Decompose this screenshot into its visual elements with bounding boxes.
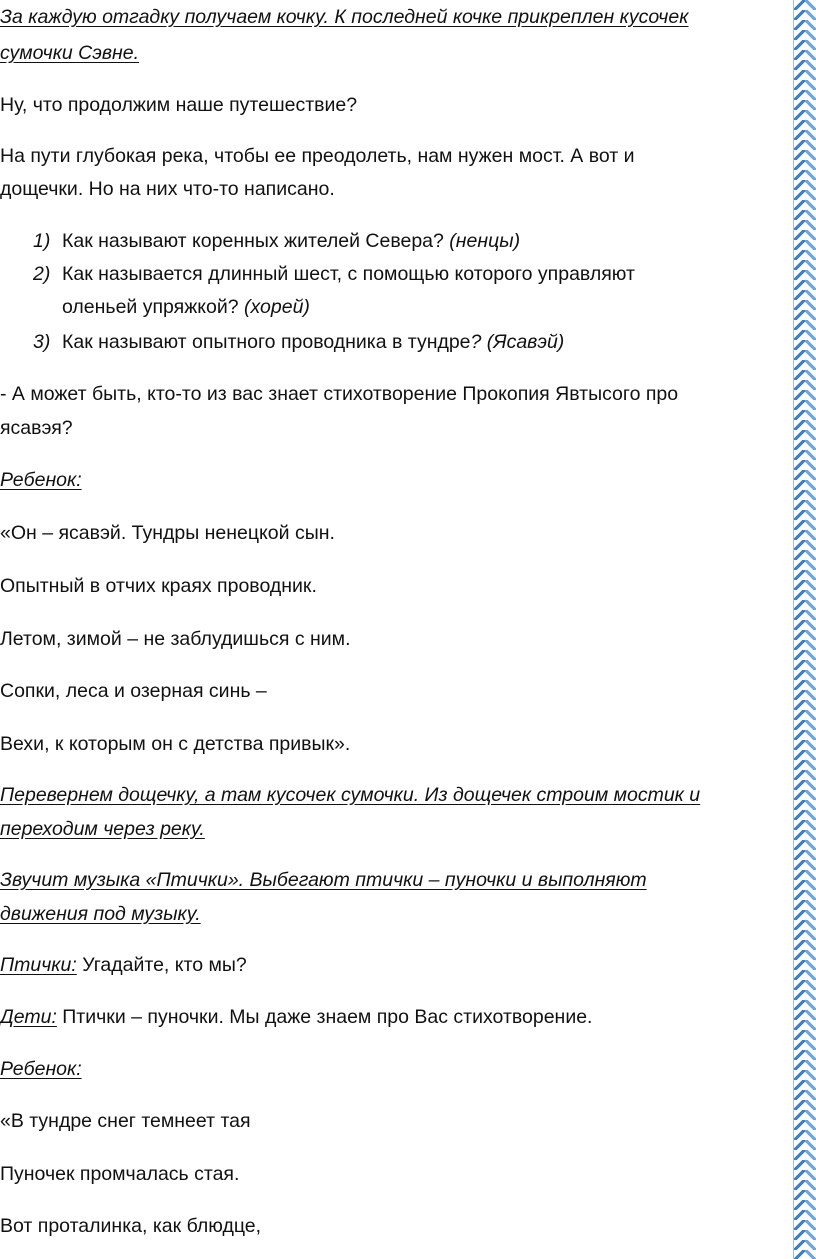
speaker-kids-label: Дети: [0, 1006, 57, 1028]
poem-line: «В тундре снег темнеет тая [0, 1110, 251, 1132]
question-item [62, 228, 520, 254]
stage-direction-music-line-1: Звучит музыка «Птички». Выбегают птички – пуночки и выполняют [0, 869, 647, 891]
question-text: Как называют опытного проводника в тундре [62, 331, 471, 353]
dialogue-kids-text: Птички – пуночки. Мы даже знаем про Вас стихотворение. [56, 1006, 593, 1028]
paragraph-poem-question-line-1: - А может быть, кто-то из вас знает стихотворение Прокопия Явтысого про [0, 383, 679, 405]
question-answer: (хорей) [244, 296, 310, 318]
question-answer: ? (Ясавэй) [470, 331, 565, 353]
question-number: 1) [33, 230, 51, 252]
question-item [62, 329, 564, 355]
poem-line: Сопки, леса и озерная синь – [0, 680, 267, 702]
question-text: Как называется длинный шест, с помощью которого управляют [62, 263, 635, 285]
question-text: Как называют коренных жителей Севера? [62, 230, 450, 252]
poem-line: Опытный в отчих краях проводник. [0, 575, 317, 597]
poem-line: «Он – ясавэй. Тундры ненецкой сын. [0, 522, 335, 544]
stage-direction-music-line-2: движения под музыку. [0, 903, 201, 925]
dialogue-birds [0, 952, 247, 978]
decorative-page-border [793, 0, 816, 1259]
speaker-birds-label: Птички: [0, 954, 77, 976]
speaker-child-label: Ребенок: [0, 1058, 82, 1080]
poem-line: Вот проталинка, как блюдце, [0, 1215, 262, 1237]
poem-line: Пуночек промчалась стая. [0, 1163, 240, 1185]
intro-line-1: За каждую отгадку получаем кочку. К последней кочке прикреплен кусочек [0, 6, 689, 28]
question-number: 2) [33, 263, 51, 285]
intro-line-2: сумочки Сэвне. [0, 42, 140, 64]
dialogue-kids [0, 1004, 592, 1030]
speaker-child-label: Ребенок: [0, 469, 82, 491]
stage-direction-flip-line-1: Перевернем дощечку, а там кусочек сумочки. Из дощечек строим мостик и [0, 784, 701, 806]
paragraph-continue: Ну, что продолжим наше путешествие? [0, 94, 358, 116]
question-text: оленьей упряжкой? [62, 296, 245, 318]
question-number: 3) [33, 331, 51, 353]
question-item-continued [62, 294, 310, 320]
poem-line: Летом, зимой – не заблудишься с ним. [0, 628, 351, 650]
stage-direction-flip-line-2: переходим через реку. [0, 818, 205, 840]
paragraph-river-line-1: На пути глубокая река, чтобы ее преодолеть, нам нужен мост. А вот и [0, 145, 635, 167]
poem-line: Вехи, к которым он с детства привык». [0, 733, 351, 755]
question-answer: (ненцы) [449, 230, 521, 252]
dialogue-birds-text: Угадайте, кто мы? [76, 954, 247, 976]
paragraph-river-line-2: дощечки. Но на них что-то написано. [0, 178, 335, 200]
paragraph-poem-question-line-2: ясавэя? [0, 417, 73, 439]
